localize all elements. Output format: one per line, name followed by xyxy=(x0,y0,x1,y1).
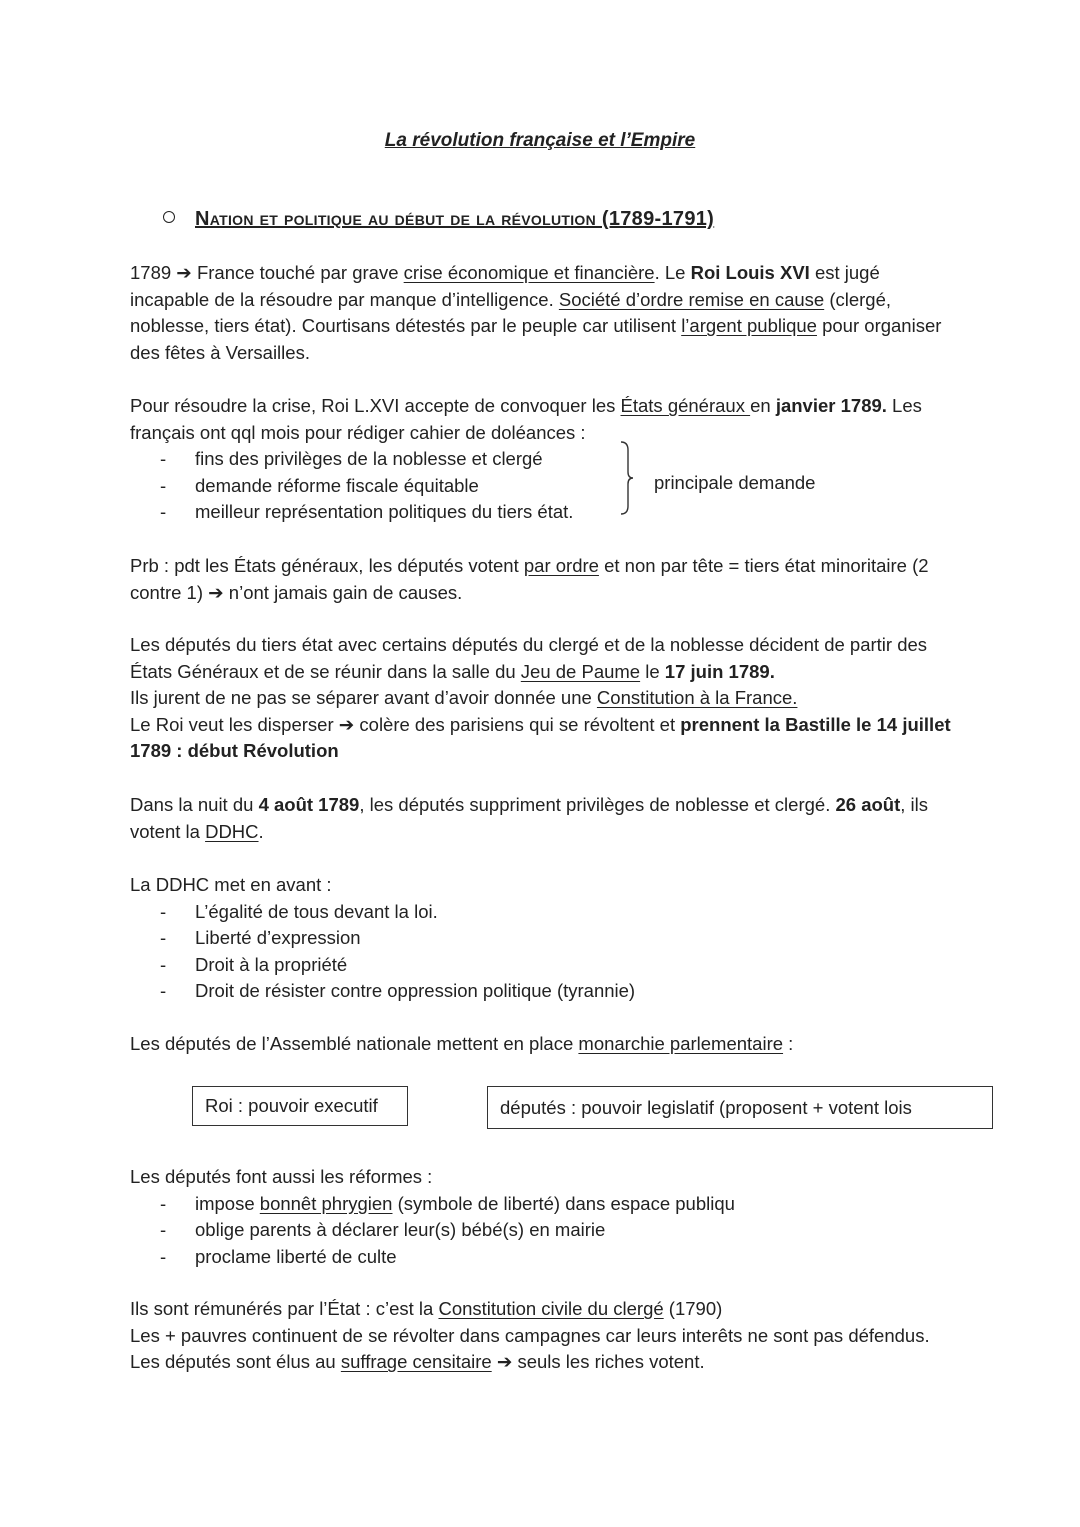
brace-label: principale demande xyxy=(654,472,816,493)
list-item xyxy=(130,1191,960,1218)
text: . xyxy=(258,820,264,842)
bold-26-aout: 26 août xyxy=(835,794,901,815)
paragraph-constitution-civile xyxy=(130,1296,960,1376)
underlined-argent: l’argent publique xyxy=(681,315,817,336)
paragraph-monarchie xyxy=(130,1031,960,1058)
list-item: - meilleur représentation politiques du tiers état. xyxy=(130,499,960,526)
text: (1790) xyxy=(663,1298,723,1319)
list-item: - oblige parents à déclarer leur(s) bébé(s) en mairie xyxy=(130,1217,960,1244)
paragraph-etats-generaux xyxy=(130,393,960,526)
text: . Le xyxy=(654,262,691,283)
text: : xyxy=(783,1033,794,1054)
curly-brace-icon xyxy=(620,440,634,516)
bold-roi-louis: Roi Louis XVI xyxy=(690,262,810,283)
underlined-etats: États généraux xyxy=(620,395,751,416)
bold-17-juin: 17 juin 1789. xyxy=(664,660,775,682)
underlined-ddhc: DDHC xyxy=(205,820,259,842)
text: , les députés suppriment privilèges de noblesse et clergé. xyxy=(359,794,836,815)
arrow-icon: ➔ xyxy=(338,713,355,735)
list-item: - Droit de résister contre oppression politique (tyrannie) xyxy=(130,978,960,1005)
reformes-intro: Les députés font aussi les réformes : xyxy=(130,1166,433,1187)
paragraph-reformes xyxy=(130,1164,960,1270)
reformes-list xyxy=(130,1191,960,1271)
arrow-icon: ➔ xyxy=(496,1351,513,1372)
underlined-monarchie: monarchie parlementaire xyxy=(578,1033,784,1054)
section-heading-text: Nation et politique au début de la révolution (1789-1791) xyxy=(195,208,715,230)
underlined-constitution: Constitution à la France. xyxy=(596,687,798,708)
paragraph-vote-par-ordre xyxy=(130,553,960,606)
doleances-group xyxy=(130,446,960,526)
list-item: - Droit à la propriété xyxy=(130,952,960,979)
text: Les français ont qql mois pour rédiger cahier de doléances : xyxy=(130,395,922,443)
bold-janvier: janvier 1789. xyxy=(775,395,887,416)
paragraph-crisis xyxy=(130,260,960,366)
text: , ils votent la xyxy=(130,794,929,842)
paragraph-ddhc xyxy=(130,872,960,1005)
executive-power-box: Roi : pouvoir executif xyxy=(192,1086,408,1126)
ddhc-intro: La DDHC met en avant : xyxy=(130,874,332,895)
text: Les + pauvres continuent de se révolter dans campagnes car leurs interêts ne sont pas défendus. Les députés sont élus au xyxy=(130,1324,930,1372)
arrow-icon: ➔ xyxy=(176,262,192,283)
list-item: - Liberté d’expression xyxy=(130,925,960,952)
text: impose xyxy=(195,1192,260,1214)
bold-4-aout: 4 août 1789 xyxy=(258,794,360,815)
circle-bullet-icon xyxy=(163,211,175,223)
bold-bastille: prennent la Bastille le 14 juillet 1789 : début Révolution xyxy=(130,713,951,761)
text: (symbole de liberté) dans espace publiqu xyxy=(392,1192,735,1214)
text: et non par tête = tiers état minoritaire (2 contre 1) xyxy=(130,555,929,603)
paragraph-4-aout xyxy=(130,792,960,845)
text: le xyxy=(640,660,665,682)
text: Les députés de l’Assemblé nationale mettent en place xyxy=(130,1033,579,1054)
underlined-jeu-de-paume: Jeu de Paume xyxy=(520,660,641,682)
list-item: - L’égalité de tous devant la loi. xyxy=(130,899,960,926)
text: est jugé incapable de la résoudre par manque d’intelligence. xyxy=(130,262,880,310)
text: Dans la nuit du xyxy=(130,794,259,815)
text: Les députés du tiers état avec certains députés du clergé et de la noblesse décident de partir des États Généraux et de se réunir dans la salle du xyxy=(130,634,928,682)
doleances-list xyxy=(130,446,960,526)
underlined-crise: crise économique et financière xyxy=(403,262,655,283)
arrow-icon: ➔ xyxy=(208,581,224,603)
list-item: - proclame liberté de culte xyxy=(130,1244,960,1271)
section-heading xyxy=(163,208,714,231)
text: Pour résoudre la crise, Roi L.XVI accepte de convoquer les xyxy=(130,395,621,416)
text: Ils sont rémunérés par l’État : c’est la xyxy=(130,1298,439,1319)
underlined-bonnet: bonnêt phrygien xyxy=(259,1192,393,1214)
text: Prb : pdt les États généraux, les députés votent xyxy=(130,555,524,576)
underlined-constitution-civile: Constitution civile du clergé xyxy=(438,1298,664,1319)
text: en xyxy=(750,395,776,416)
paragraph-jeu-de-paume xyxy=(130,632,960,765)
ddhc-list xyxy=(130,899,960,1005)
text: seuls les riches votent. xyxy=(512,1351,705,1372)
document-title: La révolution française et l’Empire xyxy=(384,130,696,151)
text: pour organiser des fêtes à Versailles. xyxy=(130,315,942,363)
text: Le Roi veut les disperser xyxy=(130,713,339,735)
underlined-par-ordre: par ordre xyxy=(523,555,599,576)
text: Ils jurent de ne pas se séparer avant d’avoir donnée une xyxy=(130,687,597,708)
list-item: - demande réforme fiscale équitable xyxy=(130,473,960,500)
text: France touché par grave xyxy=(191,262,404,283)
text: n’ont jamais gain de causes. xyxy=(223,581,463,603)
year-1789: 1789 xyxy=(130,262,172,283)
legislative-power-box: députés : pouvoir legislatif (proposent + votent lois xyxy=(487,1086,993,1129)
text: (clergé, noblesse, tiers état). Courtisans détestés par le peuple car utilisent xyxy=(130,288,892,336)
underlined-societe: Société d’ordre remise en cause xyxy=(558,288,825,310)
list-item: - fins des privilèges de la noblesse et clergé xyxy=(130,446,960,473)
text: colère des parisiens qui se révoltent et xyxy=(354,713,681,735)
underlined-suffrage: suffrage censitaire xyxy=(340,1351,492,1372)
